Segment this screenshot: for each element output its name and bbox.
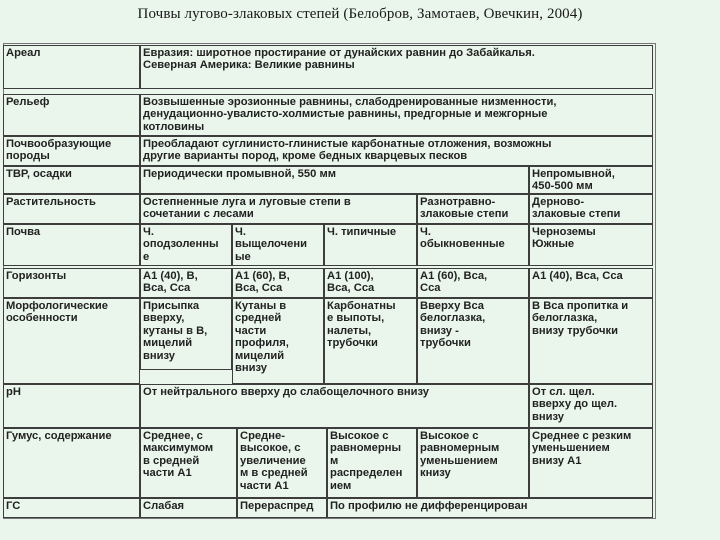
- label-horizons: Горизонты: [3, 268, 140, 298]
- label-ph: pH: [3, 384, 140, 428]
- parent-rock-text: Преобладают суглинисто-глинистые карбонатные отложения, возможны другие варианты пород, кроме бедных кварцевых песков: [140, 136, 653, 166]
- areal-text: Евразия: широтное простирание от дунайских равнин до Забайкалья. Северная Америка: Великие равнины: [140, 45, 653, 89]
- label-relief: Рельеф: [3, 94, 140, 136]
- vegetation-c3: Дерново- злаковые степи: [529, 194, 653, 224]
- vegetation-c1: Остепненные луга и луговые степи в сочетании с лесами: [140, 194, 417, 224]
- label-humus: Гумус, содержание: [3, 428, 140, 498]
- soil-c5: Черноземы Южные: [529, 224, 653, 266]
- label-areal: Ареал: [3, 45, 140, 89]
- label-parent-rock: Почвообразующие породы: [3, 136, 140, 166]
- label-gs: ГС: [3, 498, 140, 518]
- gs-c2: Перераспред: [237, 498, 327, 518]
- ph-text: От нейтрального вверху до слабощелочного внизу: [140, 384, 529, 428]
- slide-title: Почвы лугово-злаковых степей (Белобров, Замотаев, Овечкин, 2004): [137, 6, 583, 22]
- soil-c2: Ч. выщелочени ые: [232, 224, 324, 266]
- morph-c3: Карбонатны е выпоты, налеты, трубочки: [324, 298, 417, 384]
- label-tvr: ТВР, осадки: [3, 166, 140, 194]
- label-morphology: Морфологические особенности: [3, 298, 140, 384]
- ph-right: От сл. щел. вверху до щел. внизу: [529, 384, 653, 428]
- morph-c1: Присыпка вверху, кутаны в B, мицелий внизу: [140, 298, 232, 370]
- label-soil: Почва: [3, 224, 140, 266]
- humus-c5: Среднее с резким уменьшением внизу A1: [529, 428, 653, 498]
- relief-text: Возвышенные эрозионные равнины, слабодренированные низменности, денудационно-увалисто-холмистые равнины, предгорные и межгорные котловины: [140, 94, 653, 136]
- soil-c1: Ч. оподзоленны е: [140, 224, 232, 266]
- soil-c4: Ч. обыкновенные: [417, 224, 529, 266]
- label-vegetation: Растительность: [3, 194, 140, 224]
- horizons-c5: A1 (40), Bca, Cca: [529, 268, 653, 298]
- morph-c2: Кутаны в средней части профиля, мицелий внизу: [232, 298, 324, 384]
- horizons-c2: A1 (60), B, Bca, Cca: [232, 268, 324, 298]
- soil-c3: Ч. типичные: [324, 224, 417, 266]
- vegetation-c2: Разнотравно- злаковые степи: [417, 194, 529, 224]
- humus-c1: Среднее, с максимумом в средней части A1: [140, 428, 237, 498]
- morph-c5: В Bca пропитка и белоглазка, внизу трубочки: [529, 298, 653, 384]
- morph-c4: Вверху Bca белоглазка, внизу - трубочки: [417, 298, 529, 384]
- tvr-right: Непромывной, 450-500 мм: [529, 166, 653, 194]
- gs-c3: По профилю не дифференцирован: [327, 498, 653, 518]
- horizons-c4: A1 (60), Bca, Cca: [417, 268, 529, 298]
- horizons-c1: A1 (40), B, Bca, Cca: [140, 268, 232, 298]
- humus-c2: Средне- высокое, с увеличение м в средней части A1: [237, 428, 327, 498]
- humus-c3: Высокое с равномерны м распределен ием: [327, 428, 417, 498]
- horizons-c3: A1 (100), Bca, Cca: [324, 268, 417, 298]
- gs-c1: Слабая: [140, 498, 237, 518]
- humus-c4: Высокое с равномерным уменьшением книзу: [417, 428, 529, 498]
- tvr-text: Периодически промывной, 550 мм: [140, 166, 529, 194]
